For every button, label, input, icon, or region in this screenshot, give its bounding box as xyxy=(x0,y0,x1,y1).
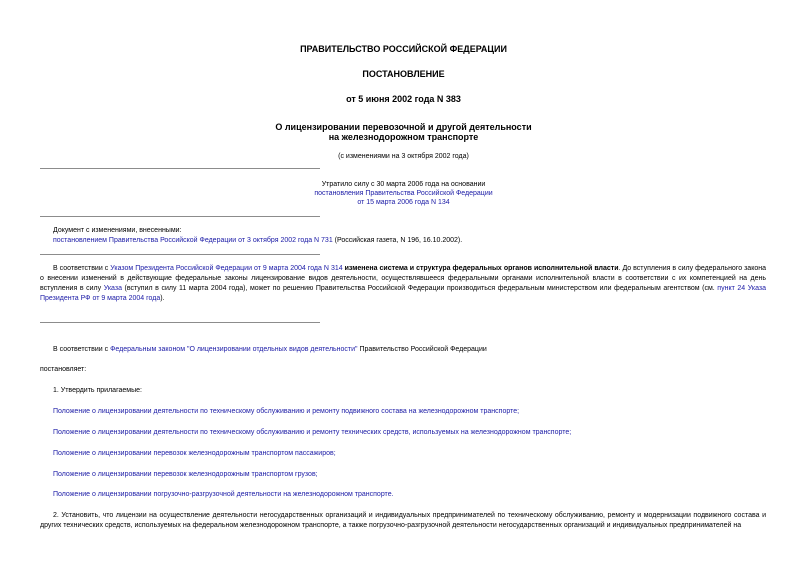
document-date-number: от 5 июня 2002 года N 383 xyxy=(346,94,461,104)
document-type: ПОСТАНОВЛЕНИЕ xyxy=(362,69,445,79)
divider xyxy=(40,254,320,255)
approved-regulation-link[interactable]: Положение о лицензировании деятельности по техническому обслуживанию и ремонту подвижного состава на железнодорожном транспорте; xyxy=(53,408,520,415)
document-title-line1: О лицензировании перевозочной и другой деятельности xyxy=(275,122,532,132)
changes-note-heading: Документ с изменениями, внесенными: xyxy=(53,227,182,234)
changes-note-suffix: (Российская газета, N 196, 16.10.2002). xyxy=(332,237,463,244)
approved-regulation-link[interactable]: Положение о лицензировании перевозок железнодорожным транспортом пассажиров; xyxy=(53,450,336,457)
decree-item24-link[interactable]: пункт 24 Указа Президента РФ от 9 марта 2004 года xyxy=(40,285,766,302)
approved-regulation-link[interactable]: Положение о лицензировании погрузочно-разгрузочной деятельности на железнодорожном транспорте. xyxy=(53,491,394,498)
item-2: 2. Установить, что лицензии на осуществление деятельности негосударственных организаций и индивидуальных предпринимателей по техническому обслуживанию, ремонту и модернизации подвижного состава и других технических средств, используемых на федеральном железнодорожном транспорте, а также погрузочно-разгрузочной деятельности негосударственных организаций и индивидуальных предпринимателей на xyxy=(40,512,766,529)
expired-notice-link-line2[interactable]: постановления Правительства Российской Федерации xyxy=(314,190,493,197)
approved-regulation-link[interactable]: Положение о лицензировании деятельности по техническому обслуживанию и ремонту технических средств, используемых на железнодорожном транспорте; xyxy=(53,429,572,436)
preamble: В соответствии с Федеральным законом "О лицензировании отдельных видов деятельности" Правительство Российской Федерации xyxy=(53,346,487,353)
divider xyxy=(40,216,320,217)
resolves-text: постановляет: xyxy=(40,366,87,373)
decree-paragraph: В соответствии с Указом Президента Российской Федерации от 9 марта 2004 года N 314 изменена система и структура федеральных органов исполнительной власти. До вступления в силу федерального закона о внесении изменений в действующие федеральные законы лицензирование видов деятельности, осуществлявшееся федеральными органами исполнительной власти в соответствии с их компетенцией на день вступления в силу Указа (вступил в силу 11 марта 2004 года), может по решению Правительства Российской Федерации производиться федеральным министерством или федеральным агентством (см. пункт 24 Указа Президента РФ от 9 марта 2004 года). xyxy=(40,265,766,302)
decree-link[interactable]: Указа xyxy=(103,285,122,292)
item-1: 1. Утвердить прилагаемые: xyxy=(53,387,142,394)
decree-314-link[interactable]: Указом Президента Российской Федерации от 9 марта 2004 года N 314 xyxy=(110,265,343,272)
approved-regulation-link[interactable]: Положение о лицензировании перевозок железнодорожным транспортом грузов; xyxy=(53,471,318,478)
structure-change-text: изменена система и структура федеральных органов исполнительной власти xyxy=(342,265,619,272)
amendments-note: (с изменениями на 3 октября 2002 года) xyxy=(338,153,469,160)
document-title-line2: на железнодорожном транспорте xyxy=(328,132,479,142)
changes-note-link[interactable]: постановлением Правительства Российской Федерации от 3 октября 2002 года N 731 xyxy=(53,237,333,244)
federal-law-link[interactable]: Федеральным законом "О лицензировании отдельных видов деятельности" xyxy=(110,346,358,353)
expired-notice-line1: Утратило силу с 30 марта 2006 года на основании xyxy=(321,181,486,188)
changes-note-line xyxy=(53,236,462,245)
divider xyxy=(40,322,320,323)
government-name: ПРАВИТЕЛЬСТВО РОССИЙСКОЙ ФЕДЕРАЦИИ xyxy=(300,44,507,54)
expired-notice-link-line3[interactable]: от 15 марта 2006 года N 134 xyxy=(357,199,450,206)
divider xyxy=(40,168,320,169)
